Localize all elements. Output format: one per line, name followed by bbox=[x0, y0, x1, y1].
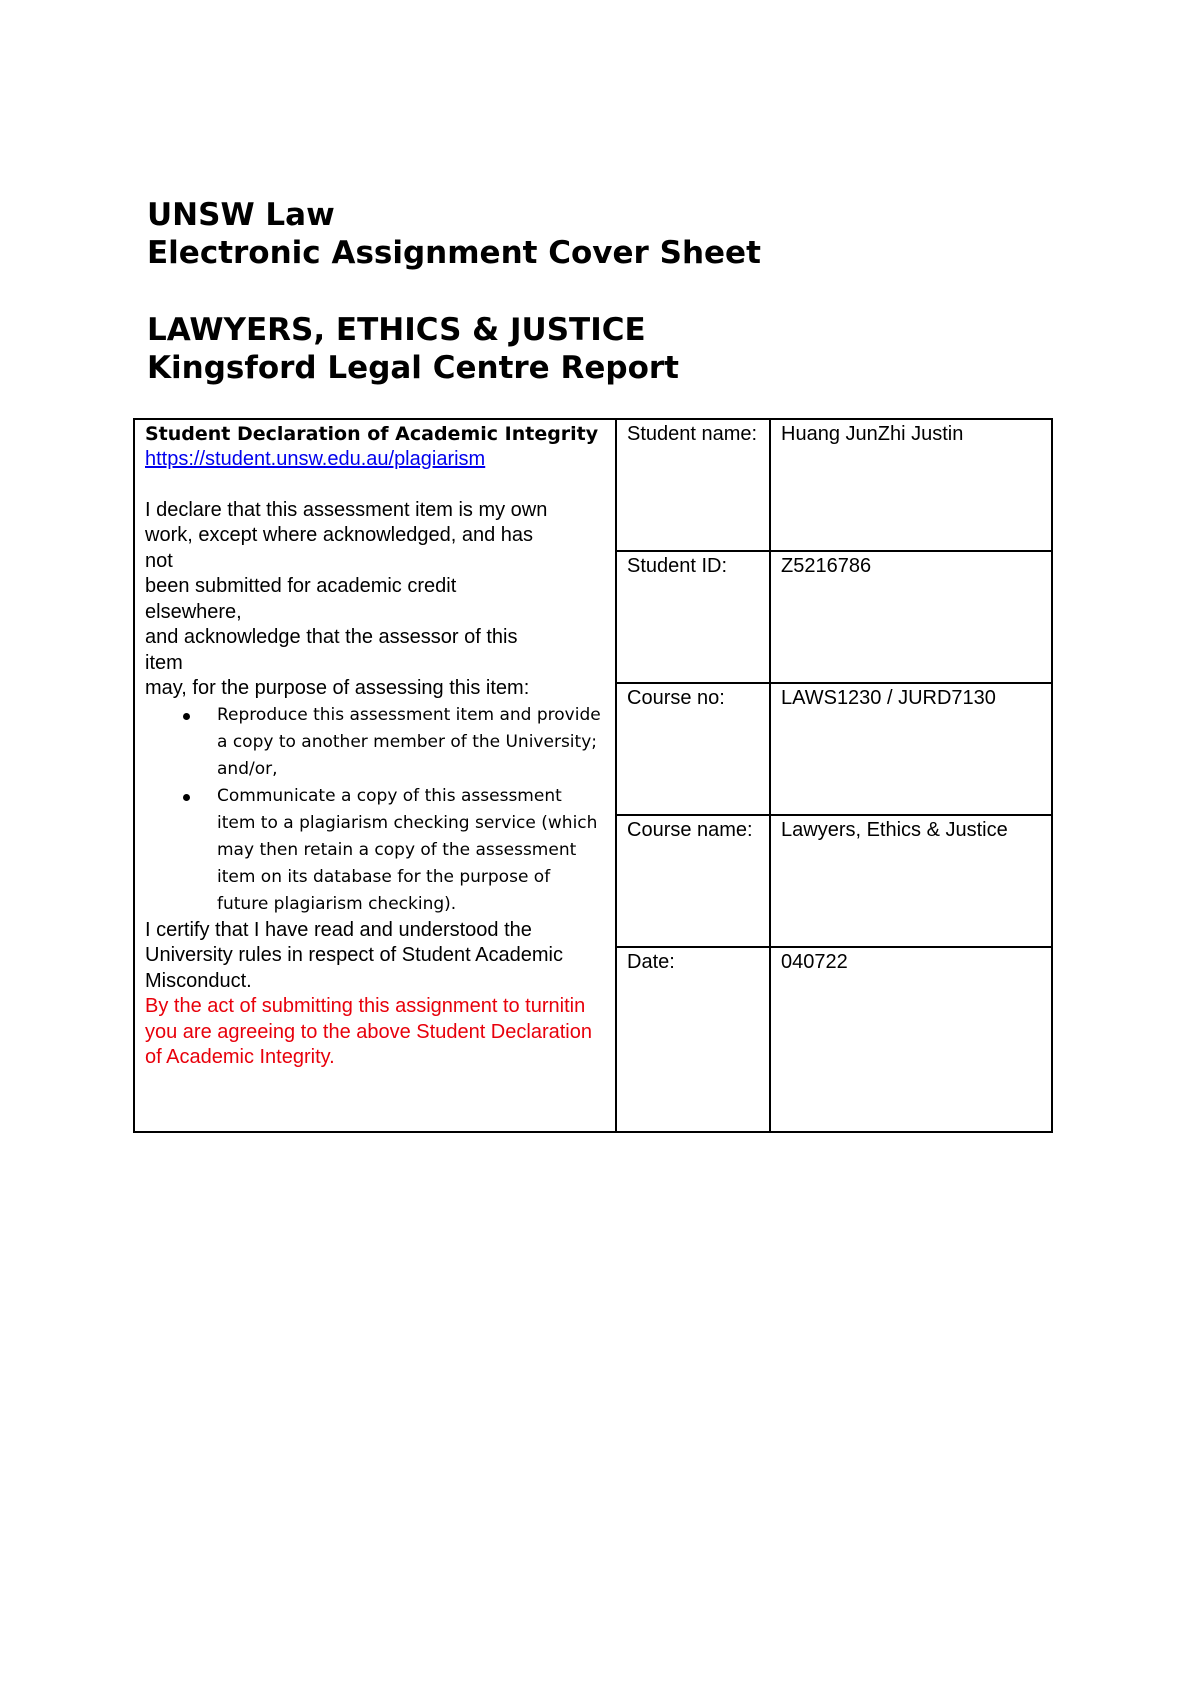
declaration-line: and acknowledge that the assessor of this bbox=[145, 626, 518, 648]
student-name-label: Student name: bbox=[616, 419, 770, 551]
declaration-line: item bbox=[145, 651, 183, 674]
date-label: Date: bbox=[616, 947, 770, 1132]
certify-paragraph: I certify that I have read and understood the University rules in respect of Student Academic Misconduct. bbox=[145, 918, 563, 992]
table-row bbox=[134, 419, 1052, 551]
declaration-cell bbox=[134, 419, 616, 1132]
declaration-line: work, except where acknowledged, and has bbox=[145, 524, 534, 546]
student-id-value: Z5216786 bbox=[770, 551, 1052, 683]
course-name-value: Lawyers, Ethics & Justice bbox=[770, 815, 1052, 947]
header-spacer bbox=[147, 272, 1107, 311]
declaration-line: not bbox=[145, 549, 173, 572]
report-title: Kingsford Legal Centre Report bbox=[147, 350, 679, 386]
institution-title: UNSW Law bbox=[147, 197, 335, 233]
student-id-label: Student ID: bbox=[616, 551, 770, 683]
bullet-icon bbox=[183, 794, 190, 801]
student-name-value: Huang JunZhi Justin bbox=[770, 419, 1052, 551]
bullet-icon bbox=[183, 713, 190, 720]
list-item bbox=[217, 702, 605, 783]
declaration-line: I declare that this assessment item is my own bbox=[145, 498, 548, 521]
course-title: LAWYERS, ETHICS & JUSTICE bbox=[147, 312, 646, 348]
course-no-value: LAWS1230 / JURD7130 bbox=[770, 683, 1052, 815]
declaration-paragraph bbox=[145, 498, 605, 702]
declaration-list bbox=[145, 702, 605, 918]
course-name-label: Course name: bbox=[616, 815, 770, 947]
list-item-text: Communicate a copy of this assessment item to a plagiarism checking service (which may then retain a copy of the assessment item on its database for the purpose of future plagiarism checking). bbox=[217, 785, 598, 914]
declaration-line: been submitted for academic credit bbox=[145, 575, 457, 597]
list-item bbox=[217, 783, 605, 918]
declaration-line: may, for the purpose of assessing this item: bbox=[145, 677, 530, 699]
date-value: 040722 bbox=[770, 947, 1052, 1132]
list-item-text: Reproduce this assessment item and provide a copy to another member of the University; and/or, bbox=[217, 704, 601, 779]
cover-sheet-table bbox=[133, 418, 1053, 1133]
course-no-label: Course no: bbox=[616, 683, 770, 815]
cover-sheet-header bbox=[147, 196, 1107, 387]
plagiarism-link[interactable]: https://student.unsw.edu.au/plagiarism bbox=[145, 448, 486, 470]
declaration-heading: Student Declaration of Academic Integrity bbox=[145, 423, 599, 445]
sheet-title: Electronic Assignment Cover Sheet bbox=[147, 235, 761, 271]
declaration-line: elsewhere, bbox=[145, 600, 242, 623]
submission-note: By the act of submitting this assignment to turnitin you are agreeing to the above Student Declaration of Academic Integrity. bbox=[145, 995, 592, 1068]
